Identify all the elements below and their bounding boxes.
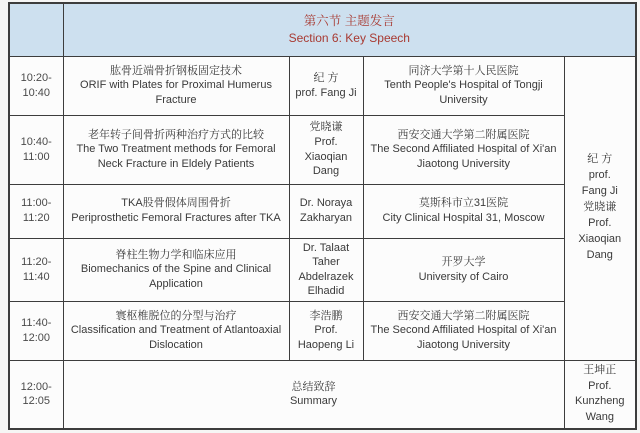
- schedule-row: [9, 301, 636, 360]
- speaker-en: Prof. Haopeng Li: [297, 324, 355, 351]
- time-cell: 11:40-12:00: [9, 301, 63, 360]
- speaker-en: Dr. Noraya Zakharyan: [299, 197, 353, 224]
- topic-en: Periprosthetic Femoral Fractures after TKA: [71, 212, 281, 224]
- topic-zh: TKA股骨假体周围骨折: [121, 197, 231, 210]
- time-cell: 12:00-12:05: [9, 360, 63, 429]
- chair-line: 党晓谦: [583, 201, 617, 214]
- speaker-en: prof. Fang Ji: [295, 86, 357, 99]
- summary-en: Summary: [289, 395, 338, 408]
- speaker-en: Dr. Talaat Taher Abdelrazek Elhadid: [298, 241, 354, 298]
- org-cell: [363, 115, 564, 184]
- topic-cell: [63, 56, 289, 115]
- schedule-row: [9, 238, 636, 301]
- speaker-zh: 李浩鹏: [309, 309, 343, 322]
- time-cell: 10:40-11:00: [9, 115, 63, 184]
- speaker-cell: [289, 238, 363, 301]
- chairs-cell: [564, 56, 636, 360]
- topic-en: The Two Treatment methods for Femoral Neck Fracture in Eldely Patients: [76, 143, 276, 170]
- topic-en: ORIF with Plates for Proximal Humerus Fracture: [80, 79, 272, 106]
- summary-row: [9, 360, 636, 429]
- schedule-row: [9, 115, 636, 184]
- org-zh: 西安交通大学第二附属医院: [397, 128, 530, 141]
- org-en: City Clinical Hospital 31, Moscow: [382, 212, 545, 224]
- summary-zh: 总结致辞: [291, 380, 336, 393]
- speaker-zh: 纪 方: [313, 71, 339, 84]
- chair-line: Fang Ji: [581, 185, 618, 198]
- chair-line: prof.: [588, 169, 611, 182]
- org-zh: 西安交通大学第二附属医院: [397, 309, 530, 322]
- time-cell: 11:20-11:40: [9, 238, 63, 301]
- section-header-cell: [63, 3, 636, 56]
- topic-en: Classification and Treatment of Atlantoaxial Dislocation: [70, 324, 282, 351]
- chair-line: Xiaoqian: [578, 232, 622, 245]
- topic-zh: 脊柱生物力学和临床应用: [115, 248, 237, 261]
- schedule-table: [8, 2, 637, 430]
- chair-line: 王坤正: [583, 363, 617, 376]
- speaker-cell: [289, 115, 363, 184]
- topic-zh: 老年转子间骨折两种治疗方式的比较: [88, 128, 264, 141]
- chair-line: Prof.: [588, 379, 612, 392]
- org-cell: [363, 301, 564, 360]
- chair-line: Dang: [586, 248, 613, 261]
- org-cell: [363, 56, 564, 115]
- section-title-zh: 第六节 主题发言: [303, 13, 395, 28]
- section-header-row: [9, 3, 636, 56]
- chair-line: Kunzheng: [575, 395, 625, 408]
- org-cell: [363, 238, 564, 301]
- speaker-cell: [289, 56, 363, 115]
- org-en: The Second Affiliated Hospital of Xi'an Jiaotong University: [370, 143, 557, 170]
- speaker-cell: [289, 301, 363, 360]
- org-zh: 开罗大学: [441, 256, 486, 269]
- org-zh: 同济大学第十人民医院: [408, 64, 519, 77]
- org-cell: [363, 184, 564, 238]
- org-zh: 莫斯科市立31医院: [418, 197, 509, 210]
- time-cell: 10:20-10:40: [9, 56, 63, 115]
- org-en: The Second Affiliated Hospital of Xi'an Jiaotong University: [370, 324, 557, 351]
- topic-cell: [63, 184, 289, 238]
- chair-line: 纪 方: [587, 153, 613, 166]
- schedule-row: [9, 56, 636, 115]
- time-cell: 11:00-11:20: [9, 184, 63, 238]
- schedule-row: [9, 184, 636, 238]
- topic-zh: 肱骨近端骨折钢板固定技术: [110, 64, 242, 77]
- chair-line: Wang: [585, 411, 614, 424]
- speaker-cell: [289, 184, 363, 238]
- topic-zh: 寰枢椎脱位的分型与治疗: [115, 309, 237, 322]
- org-en: Tenth People's Hospital of Tongji University: [384, 79, 543, 106]
- summary-cell: [63, 360, 564, 429]
- topic-cell: [63, 301, 289, 360]
- topic-cell: [63, 115, 289, 184]
- topic-en: Biomechanics of the Spine and Clinical Application: [80, 263, 272, 290]
- topic-cell: [63, 238, 289, 301]
- org-en: University of Cairo: [418, 270, 509, 283]
- header-corner-cell: [9, 3, 63, 56]
- speaker-en: Prof. Xiaoqian Dang: [304, 135, 348, 178]
- summary-chair-cell: [564, 360, 636, 429]
- speaker-zh: 党晓谦: [309, 121, 343, 134]
- section-title-en: Section 6: Key Speech: [288, 31, 410, 46]
- chair-line: Prof.: [588, 217, 612, 229]
